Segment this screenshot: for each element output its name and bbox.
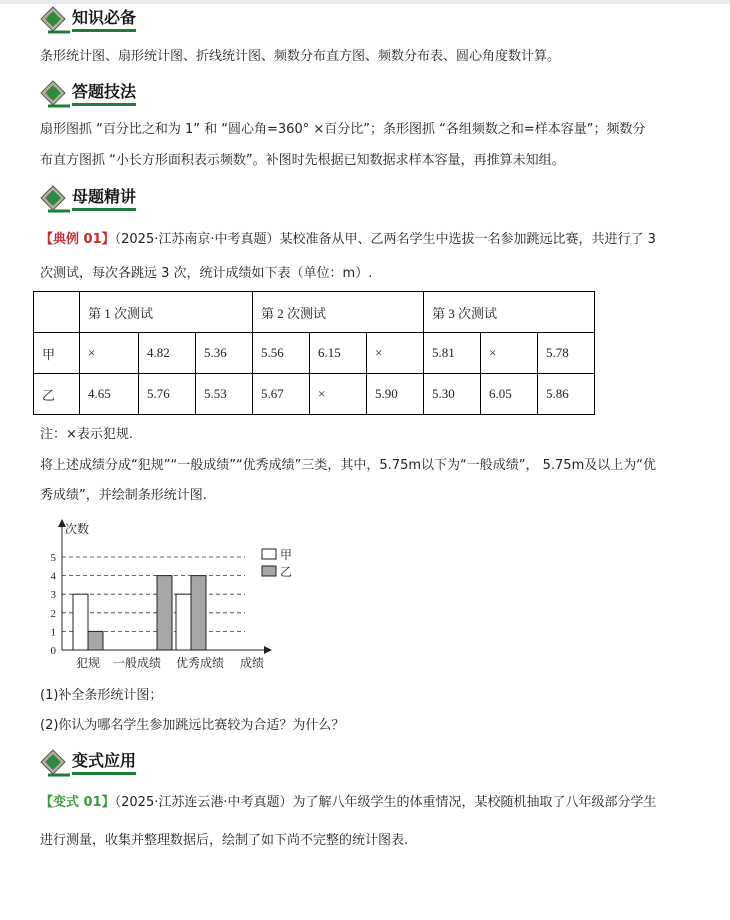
table-header-cell: 第 2 次测试	[253, 292, 424, 333]
table-cell: 5.78	[538, 333, 595, 374]
table-cell: 5.36	[196, 333, 253, 374]
example-tag: 【典例 01】	[40, 232, 115, 247]
example-line-2: 次测试，每次各跳远 3 次，统计成绩如下表（单位：m）.	[40, 266, 373, 281]
x-axis-label: 成绩	[240, 656, 265, 670]
bar-甲-优秀成绩	[176, 594, 191, 650]
table-header-row	[34, 292, 595, 333]
y-tick-labels	[51, 552, 57, 657]
section-title: 知识必备	[72, 8, 136, 32]
y-tick-label: 1	[50, 626, 56, 639]
table-cell: ×	[80, 333, 139, 374]
table-cell: 6.05	[481, 374, 538, 415]
bar-chart	[40, 515, 300, 675]
variant-line-1	[40, 788, 700, 818]
description-line-1: 将上述成绩分成“犯规”“一般成绩”“优秀成绩”三类，其中，5.75m以下为“一般成绩”， 5.75m及以上为“优	[40, 458, 656, 473]
knowledge-text: 条形统计图、扇形统计图、折线统计图、频数分布直方图、频数分布表、圆心角度数计算。	[40, 49, 561, 64]
section-title: 答题技法	[72, 82, 136, 106]
x-tick-label: 一般成绩	[112, 656, 162, 670]
table-cell: 5.90	[367, 374, 424, 415]
legend-swatch	[262, 549, 276, 559]
row-label: 甲	[34, 333, 80, 374]
diamond-icon	[40, 185, 70, 213]
section-title: 变式应用	[72, 751, 136, 775]
y-tick-label: 5	[50, 552, 56, 564]
variant-text: （2025·江苏连云港·中考真题）为了解八年级学生的体重情况，某校随机抽取了八年级部分学生	[114, 795, 657, 810]
table-header-cell: 第 3 次测试	[424, 292, 595, 333]
top-bar	[0, 0, 730, 4]
section-heading-knowledge	[40, 6, 136, 34]
table-cell: 4.82	[139, 333, 196, 374]
row-label: 乙	[34, 374, 80, 415]
example-line-1	[40, 225, 700, 255]
section-heading-mother	[40, 185, 136, 213]
y-axis-label: 次数	[65, 522, 90, 536]
table-cell: ×	[481, 333, 538, 374]
chart-gridlines	[62, 557, 245, 631]
question-2: (2)你认为哪名学生参加跳远比赛较为合适？为什么？	[40, 718, 345, 733]
description-line-2: 秀成绩”，并绘制条形统计图.	[40, 488, 207, 503]
table-cell: ×	[310, 374, 367, 415]
y-tick-label: 2	[50, 607, 56, 620]
table-cell: 5.56	[253, 333, 310, 374]
question-1: (1)补全条形统计图；	[40, 688, 163, 703]
bar-乙-犯规	[88, 631, 103, 650]
diamond-icon	[40, 749, 70, 777]
x-tick-label: 犯规	[75, 656, 101, 670]
table-row	[34, 333, 595, 374]
scores-table	[33, 291, 595, 415]
table-cell: 4.65	[80, 374, 139, 415]
bar-乙-优秀成绩	[191, 576, 206, 650]
diamond-icon	[40, 80, 70, 108]
bar-甲-犯规	[73, 594, 88, 650]
variant-tag: 【变式 01】	[40, 795, 115, 810]
example-text: （2025·江苏南京·中考真题）某校准备从甲、乙两名学生中选拔一名参加跳远比赛，共进行了 3	[114, 232, 656, 247]
diamond-icon	[40, 6, 70, 34]
table-cell: 5.30	[424, 374, 481, 415]
table-cell: 6.15	[310, 333, 367, 374]
chart-legend	[262, 548, 292, 579]
table-corner-cell	[34, 292, 80, 333]
table-cell: ×	[367, 333, 424, 374]
table-cell: 5.53	[196, 374, 253, 415]
legend-label: 甲	[280, 548, 293, 562]
section-title: 母题精讲	[72, 187, 136, 211]
table-cell: 5.67	[253, 374, 310, 415]
x-tick-labels	[76, 655, 224, 670]
table-cell: 5.81	[424, 333, 481, 374]
section-heading-variant	[40, 749, 136, 777]
table-row	[34, 374, 595, 415]
section-heading-technique	[40, 80, 136, 108]
table-cell: 5.86	[538, 374, 595, 415]
y-tick-label: 4	[50, 570, 56, 583]
legend-label: 乙	[280, 565, 293, 579]
technique-line-1: 扇形图抓 “百分比之和为 1” 和 “圆心角=360° ×百分比”；条形图抓 “各组频数之和=样本容量”；频数分	[40, 122, 646, 137]
bar-乙-一般成绩	[157, 576, 172, 650]
y-tick-label: 3	[50, 589, 56, 602]
x-tick-label: 优秀成绩	[175, 656, 225, 670]
table-note: 注：×表示犯规.	[40, 427, 134, 442]
technique-line-2: 布直方图抓 “小长方形面积表示频数”。补图时先根据已知数据求样本容量，再推算未知组。	[40, 153, 565, 168]
table-cell: 5.76	[139, 374, 196, 415]
y-tick-label: 0	[50, 645, 56, 657]
variant-line-2: 进行测量，收集并整理数据后，绘制了如下尚不完整的统计图表.	[40, 833, 409, 848]
table-header-cell: 第 1 次测试	[80, 292, 253, 333]
legend-swatch	[262, 566, 276, 576]
